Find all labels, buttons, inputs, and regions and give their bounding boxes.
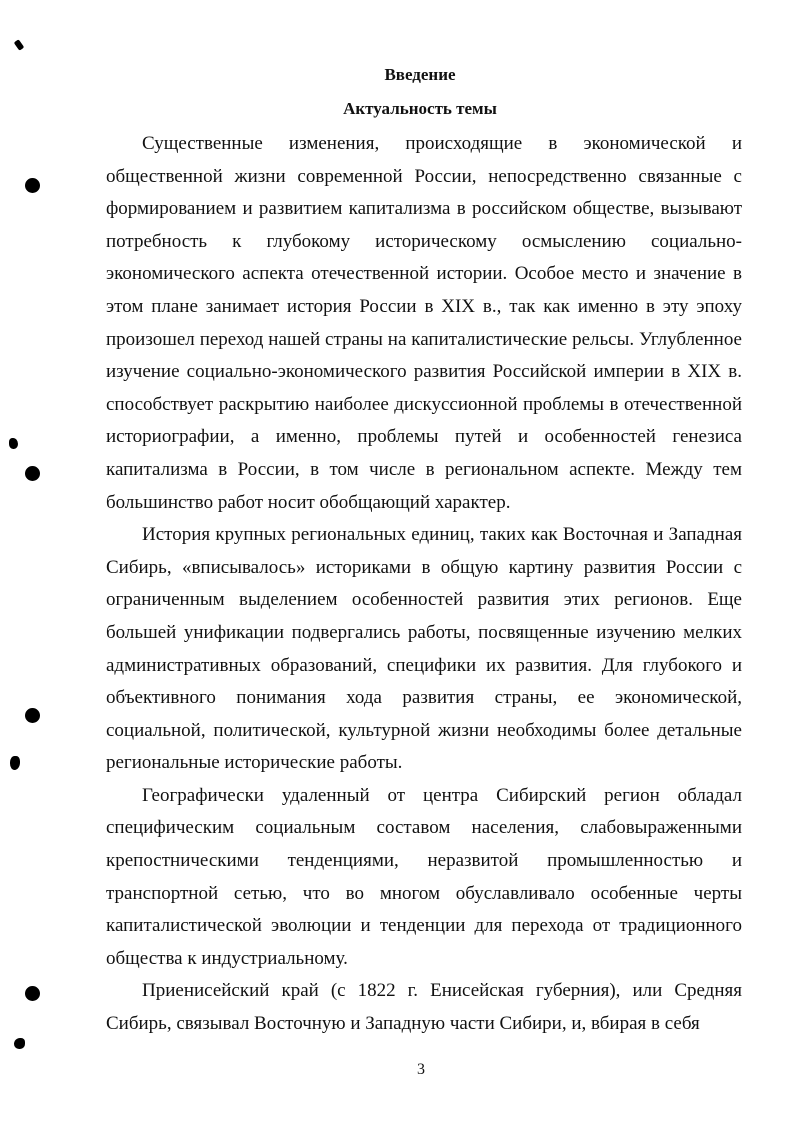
scan-speck bbox=[14, 1038, 25, 1049]
binding-hole bbox=[25, 178, 40, 193]
section-subheading: Актуальность темы bbox=[343, 99, 497, 118]
binding-hole bbox=[25, 466, 40, 481]
binding-hole bbox=[25, 986, 40, 1001]
page-number: 3 bbox=[417, 1061, 425, 1078]
paragraph-4: Приенисейский край (с 1822 г. Енисейская губерния), или Средняя Сибирь, связывал Восточную и Западную части Сибири, и, вбирая в себя bbox=[106, 980, 742, 1035]
scan-speck bbox=[14, 39, 25, 51]
page-heading: Введение bbox=[384, 65, 456, 84]
paragraph-1: Существенные изменения, происходящие в экономической и общественной жизни современной России, непосредственно связанные с формированием и развитием капитализма в российском обществе, вызывают потребность к глубокому историческому осмыслению социально-экономического аспекта отечественной истории. Особое место и значение в этом плане занимает история России в XIX в., так как именно в эту эпоху произошел переход нашей страны на капиталистические рельсы. Углубленное изучение социально-экономического развития Российской империи в XIX в. способствует раскрытию наиболее дискуссионной проблемы в отечественной историографии, а именно, проблемы путей и особенностей генезиса капитализма в России, в том числе в региональном аспекте. Между тем большинство работ носит обобщающий характер. bbox=[106, 133, 742, 513]
paragraph-2: История крупных региональных единиц, таких как Восточная и Западная Сибирь, «вписывалось» историками в общую картину развития России с ограниченным выделением особенностей развития этих регионов. Еще большей унификации подвергались работы, посвященные изучению мелких административных образований, специфики их развития. Для глубокого и объективного понимания хода развития страны, ее экономической, социальной, политической, культурной жизни необходимы более детальные региональные исторические работы. bbox=[106, 524, 742, 774]
scan-speck bbox=[10, 756, 20, 770]
binding-hole bbox=[25, 708, 40, 723]
paragraph-3: Географически удаленный от центра Сибирский регион обладал специфическим социальным составом населения, слабовыраженными крепостническими тенденциями, неразвитой промышленностью и транспортной сетью, что во многом обуславливало особенные черты капиталистической эволюции и тенденции для перехода от традиционного общества к индустриальному. bbox=[106, 784, 742, 969]
scan-speck bbox=[9, 438, 18, 449]
body-text bbox=[106, 128, 742, 1041]
